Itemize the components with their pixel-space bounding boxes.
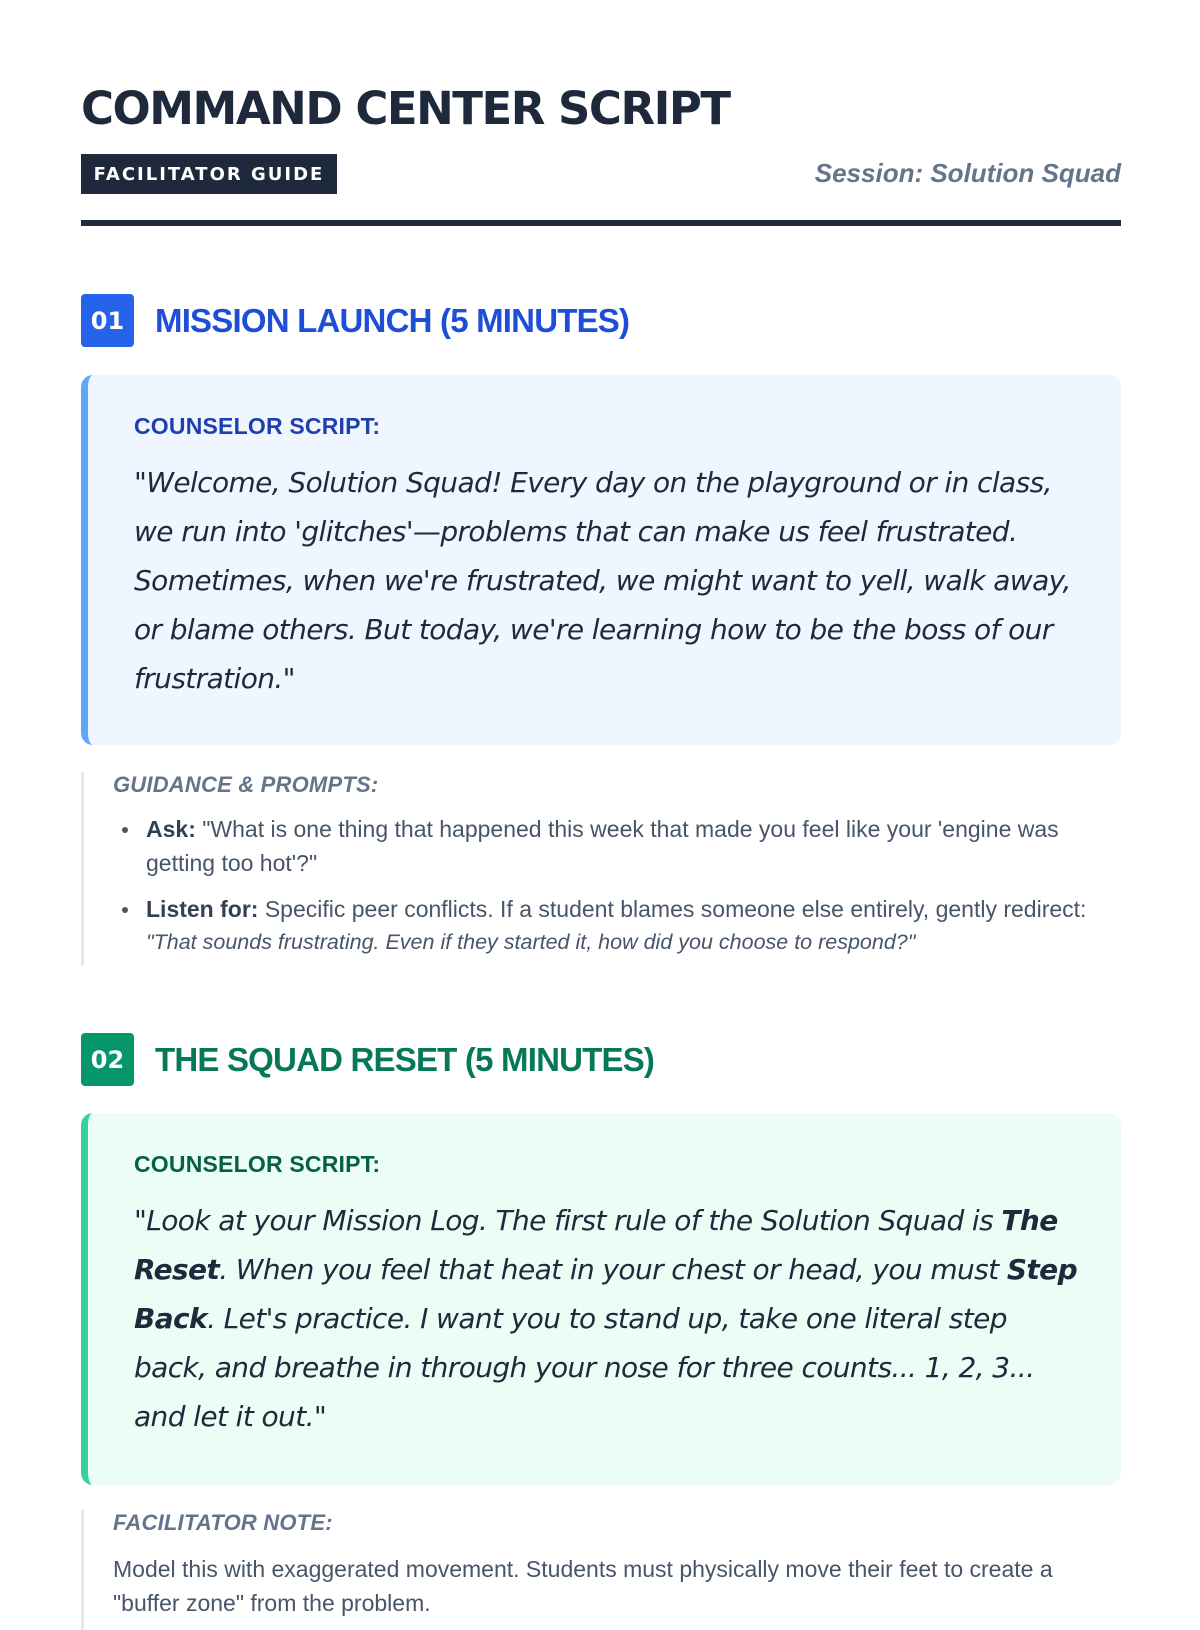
script-text	[134, 1196, 1081, 1441]
facilitator-note-text: Model this with exaggerated movement. Students must physically move their feet to create a "buffer zone" from the problem.	[113, 1556, 1053, 1616]
redirect-quote: "That sounds frustrating. Even if they started it, how did you choose to respond?"	[146, 930, 916, 954]
section-02-heading	[81, 1033, 654, 1086]
script-segment: . Let's practice. I want you to stand up, take one literal step back, and breathe in through your nose for three counts... 1, 2, 3... and let it out."	[134, 1302, 1035, 1433]
section-01-heading	[81, 294, 629, 347]
section-title: THE SQUAD RESET (5 MINUTES)	[155, 1040, 655, 1078]
script-text: "Welcome, Solution Squad! Every day on the playground or in class, we run into 'glitches'—problems that can make us feel frustrated. Sometimes, when we're frustrated, we might want to yell, walk away, or blame others. But today, we're learning how to be the boss of our frustration."	[134, 466, 1071, 695]
document-title: COMMAND CENTER SCRIPT	[81, 82, 730, 135]
section-number-badge: 01	[81, 294, 134, 347]
prompt-list	[113, 812, 1121, 959]
list-item	[113, 892, 1121, 959]
facilitator-guide-badge: FACILITATOR GUIDE	[81, 154, 337, 194]
prompt-text: "What is one thing that happened this week that made you feel like your 'engine was getting too hot'?"	[146, 816, 1059, 876]
guidance-label: GUIDANCE & PROMPTS:	[113, 772, 379, 797]
session-label: Session: Solution Squad	[814, 158, 1121, 188]
section-number-badge: 02	[81, 1033, 134, 1086]
guidance-prompts	[81, 772, 1121, 966]
counselor-script-box	[81, 1113, 1121, 1485]
prompt-lead: Listen for:	[146, 896, 259, 922]
facilitator-note-label: FACILITATOR NOTE:	[113, 1510, 333, 1535]
script-emphasis: Step Back	[134, 1253, 1078, 1335]
script-emphasis: The Reset	[134, 1204, 1058, 1286]
list-item	[113, 812, 1121, 880]
prompt-lead: Ask:	[146, 816, 196, 842]
script-segment: "Look at your Mission Log. The first rule of the Solution Squad is	[134, 1204, 1002, 1237]
script-label: COUNSELOR SCRIPT:	[134, 413, 381, 439]
script-segment: . When you feel that heat in your chest or head, you must	[219, 1253, 1007, 1286]
header-divider	[81, 220, 1121, 226]
facilitator-note	[81, 1510, 1121, 1630]
script-label: COUNSELOR SCRIPT:	[134, 1151, 381, 1177]
section-title: MISSION LAUNCH (5 MINUTES)	[155, 301, 630, 339]
counselor-script-box	[81, 375, 1121, 745]
prompt-text: Specific peer conflicts. If a student blames someone else entirely, gently redirect:	[258, 896, 1087, 922]
